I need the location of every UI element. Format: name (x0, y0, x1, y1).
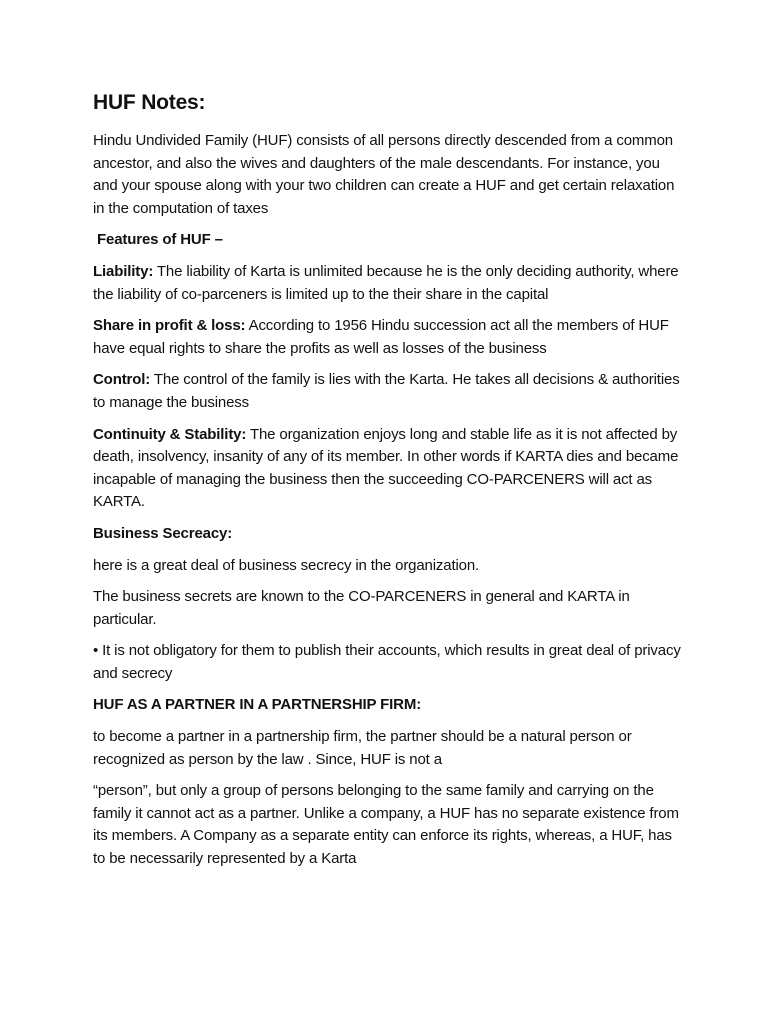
features-heading: Features of HUF – (97, 231, 223, 249)
feature-text: The organization enjoys long and stable life as it is not affected by death, insolvency, insanity of any of its member. In other words if KARTA dies and became incapable of managing the business then the succeeding CO-PARCENERS will act as KARTA. (93, 425, 679, 511)
feature-text: According to 1956 Hindu succession act all the members of HUF have equal rights to share the profits as well as losses of the business (93, 317, 669, 357)
feature-liability (93, 261, 688, 306)
feature-control (93, 369, 688, 414)
feature-term: Share in profit & loss: (93, 317, 246, 335)
intro-paragraph: Hindu Undivided Family (HUF) consists of all persons directly descended from a common ancestor, and also the wives and daughters of the male descendants. For instance, you and your spouse along with your two children can create a HUF and get certain relaxation in the computation of taxes (93, 132, 675, 217)
secrecy-paragraph: The business secrets are known to the CO-PARCENERS in general and KARTA in particular. (93, 588, 630, 628)
feature-term: Control: (93, 371, 151, 389)
feature-term: Continuity & Stability: (93, 425, 247, 443)
feature-term: Liability: (93, 262, 154, 280)
feature-continuity-stability (93, 424, 688, 514)
partner-heading: HUF AS A PARTNER IN A PARTNERSHIP FIRM: (93, 696, 422, 714)
document-title: HUF Notes: (93, 91, 206, 114)
feature-text: The liability of Karta is unlimited because he is the only deciding authority, where the liability of co-parceners is limited up to the their share in the capital (93, 262, 679, 303)
secrecy-bullet: • It is not obligatory for them to publish their accounts, which results in great deal of privacy and secrecy (93, 642, 681, 682)
partner-paragraph: to become a partner in a partnership firm, the partner should be a natural person or recognized as person by the law . Since, HUF is not a (93, 728, 632, 768)
partner-paragraph: “person”, but only a group of persons belonging to the same family and carrying on the family it cannot act as a partner. Unlike a company, a HUF has no separate existence from its members. A Company as a separate entity can enforce its rights, whereas, a HUF, has to be necessarily represented by a Karta (93, 782, 679, 868)
secrecy-paragraph: here is a great deal of business secrecy in the organization. (93, 556, 480, 574)
feature-text: The control of the family is lies with the Karta. He takes all decisions & authorities to manage the business (93, 371, 680, 411)
secrecy-heading: Business Secreacy: (93, 524, 233, 542)
feature-share-profit-loss (93, 315, 688, 360)
